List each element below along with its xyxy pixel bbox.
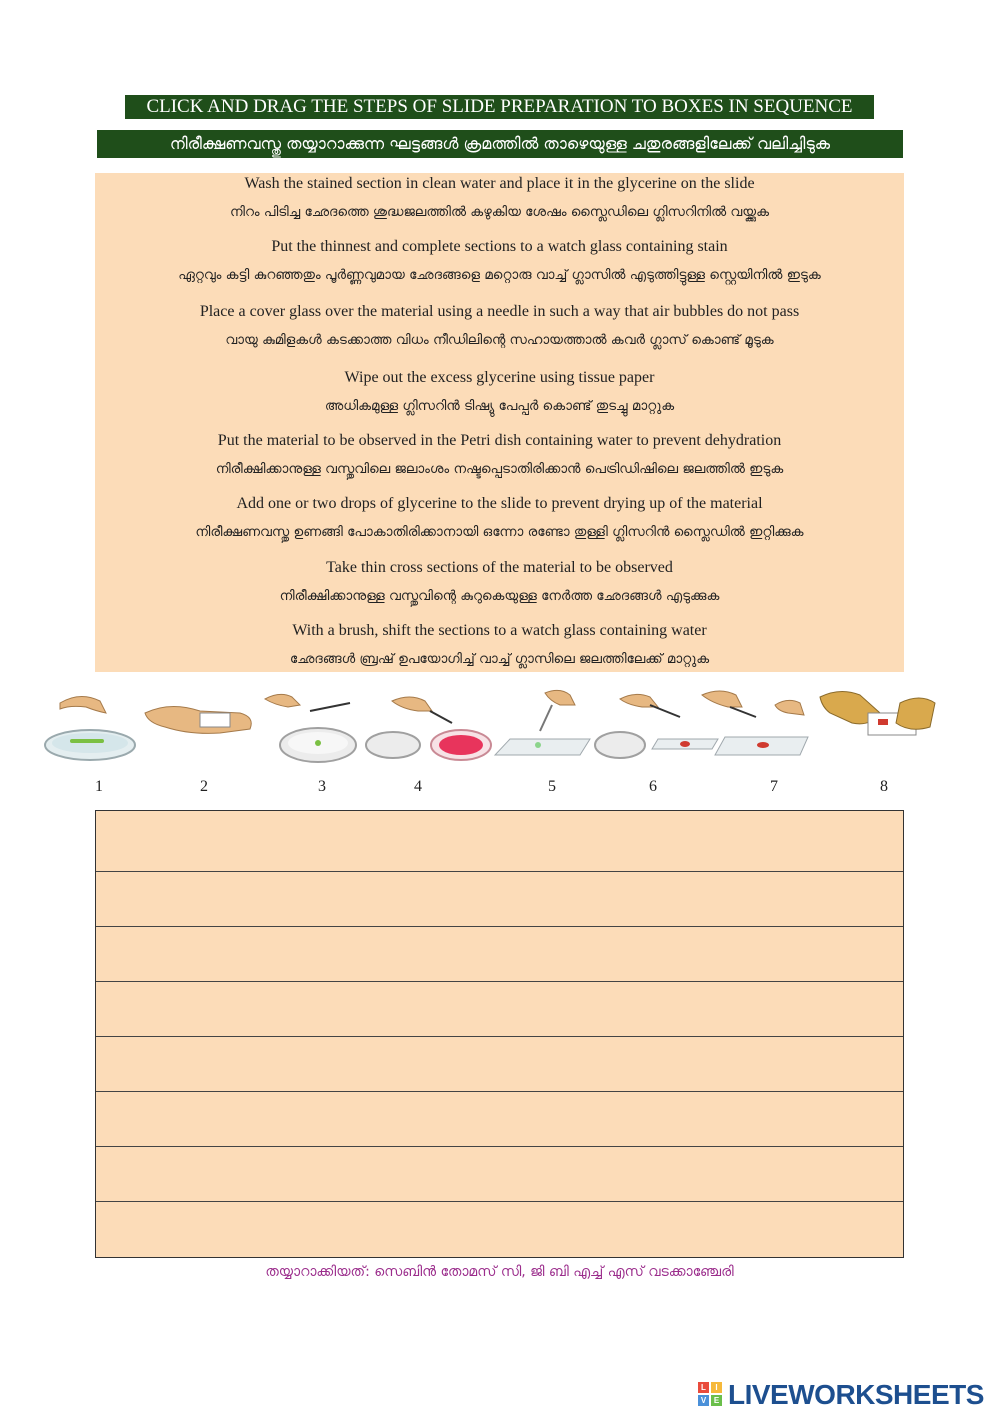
draggable-step-1[interactable] [95,173,904,223]
draggable-step-7[interactable] [95,557,904,607]
step-number-1: 1 [95,778,103,795]
step-text-english: Put the thinnest and complete sections to a watch glass containing stain [271,238,728,255]
draggable-step-6[interactable] [95,493,904,543]
step-text-malayalam: വായു കുമിളകൾ കടക്കാത്ത വിധം നീഡിലിന്റെ സഹായത്താൽ കവർ ഗ്ലാസ് കൊണ്ട് മൂടുക [225,332,774,348]
instruction-title-malayalam: നിരീക്ഷണവസ്തു തയ്യാറാക്കുന്ന ഘട്ടങ്ങൾ ക്രമത്തിൽ താഴെയുള്ള ചതുരങ്ങളിലേക്ക് വലിച്ചിടുക [97,130,903,158]
step-number-4: 4 [414,778,422,795]
tissue-wipe-hands-illustration [820,691,935,735]
liveworksheets-brand[interactable] [698,1378,984,1412]
drop-box-2[interactable] [96,872,903,927]
drop-box-1[interactable] [96,811,903,872]
glass-and-slide-illustration [595,694,718,758]
step-number-6: 6 [649,778,657,795]
drop-box-3[interactable] [96,927,903,982]
liveworksheets-wordmark: LIVEWORKSHEETS [728,1379,984,1410]
answer-drop-zones [95,810,904,1258]
step-number-3: 3 [318,778,326,795]
drop-box-4[interactable] [96,982,903,1037]
step-number-5: 5 [548,778,556,795]
petri-dish-hand-illustration [45,696,135,760]
slide-preparation-illustration [40,683,940,771]
cover-glass-needle-illustration [702,691,808,755]
step-text-english: Wash the stained section in clean water and place it in the glycerine on the slide [244,175,755,192]
stain-watch-glass-illustration [366,697,491,760]
draggable-step-8[interactable] [95,620,904,670]
draggable-step-3[interactable] [95,301,904,351]
step-text-malayalam: നിരീക്ഷിക്കാനുള്ള വസ്തുവിലെ ജലാംശം നഷ്ടപ്പെടാതിരിക്കാൻ പെട്രിഡിഷിലെ ജലത്തിൽ ഇടുക [215,461,784,477]
instruction-title-english: CLICK AND DRAG THE STEPS OF SLIDE PREPARATION TO BOXES IN SEQUENCE [125,95,874,119]
logo-letter: I [711,1382,722,1393]
step-number-7: 7 [770,778,778,795]
step-number-8: 8 [880,778,888,795]
step-text-malayalam: നിറം പിടിച്ച ഛേദത്തെ ശുദ്ധജലത്തിൽ കഴുകിയ ശേഷം സ്ലൈഡിലെ ഗ്ലിസറിനിൽ വയ്ക്കുക [230,204,769,220]
logo-letter: E [711,1395,722,1406]
steps-panel [95,173,904,672]
drop-box-5[interactable] [96,1037,903,1092]
logo-letter: L [698,1382,709,1393]
liveworksheets-logo-icon [698,1382,724,1408]
draggable-step-4[interactable] [95,367,904,417]
step-text-malayalam: നിരീക്ഷിക്കാനുള്ള വസ്തുവിന്റെ കുറുകെയുള്ള നേർത്ത ഛേദങ്ങൾ എടുക്കുക [279,588,720,604]
drop-box-7[interactable] [96,1147,903,1202]
step-text-malayalam: ഏറ്റവും കട്ടി കുറഞ്ഞതും പൂർണ്ണവുമായ ഛേദങ്ങളെ മറ്റൊരു വാച്ച് ഗ്ലാസിൽ എടുത്തിട്ടുള്ള സ്റ്റെയിനിൽ ഇടുക [178,267,821,283]
step-number-2: 2 [200,778,208,795]
watch-glass-brush-illustration [265,694,356,762]
cutting-section-hands-illustration [145,706,251,733]
drop-box-6[interactable] [96,1092,903,1147]
slide-dropper-illustration [495,690,590,755]
step-text-english: Add one or two drops of glycerine to the slide to prevent drying up of the material [236,495,763,512]
step-text-english: Take thin cross sections of the material to be observed [326,559,673,576]
step-text-english: Place a cover glass over the material using a needle in such a way that air bubbles do not pass [199,303,800,320]
logo-letter: V [698,1395,709,1406]
step-text-english: With a brush, shift the sections to a watch glass containing water [292,622,707,639]
draggable-step-2[interactable] [95,236,904,286]
author-credit: തയ്യാറാക്കിയത്: സെബിൻ തോമസ് സി, ജി ബി എച്ച് എസ് വടക്കാഞ്ചേരി [265,1264,734,1280]
drop-box-8[interactable] [96,1202,903,1257]
step-text-malayalam: ഛേദങ്ങൾ ബ്രഷ് ഉപയോഗിച്ച് വാച്ച് ഗ്ലാസിലെ ജലത്തിലേക്ക് മാറ്റുക [289,651,710,667]
step-text-malayalam: അധികമുള്ള ഗ്ലിസറിൻ ടിഷ്യു പേപ്പർ കൊണ്ട് തുടച്ചു മാറ്റുക [324,398,675,414]
draggable-step-5[interactable] [95,430,904,480]
step-text-english: Wipe out the excess glycerine using tissue paper [344,369,655,386]
step-text-malayalam: നിരീക്ഷണവസ്തു ഉണങ്ങി പോകാതിരിക്കാനായി ഒന്നോ രണ്ടോ തുള്ളി ഗ്ലിസറിൻ സ്ലൈഡിൽ ഇറ്റിക്കുക [195,524,804,540]
step-text-english: Put the material to be observed in the Petri dish containing water to prevent dehydration [217,432,782,449]
